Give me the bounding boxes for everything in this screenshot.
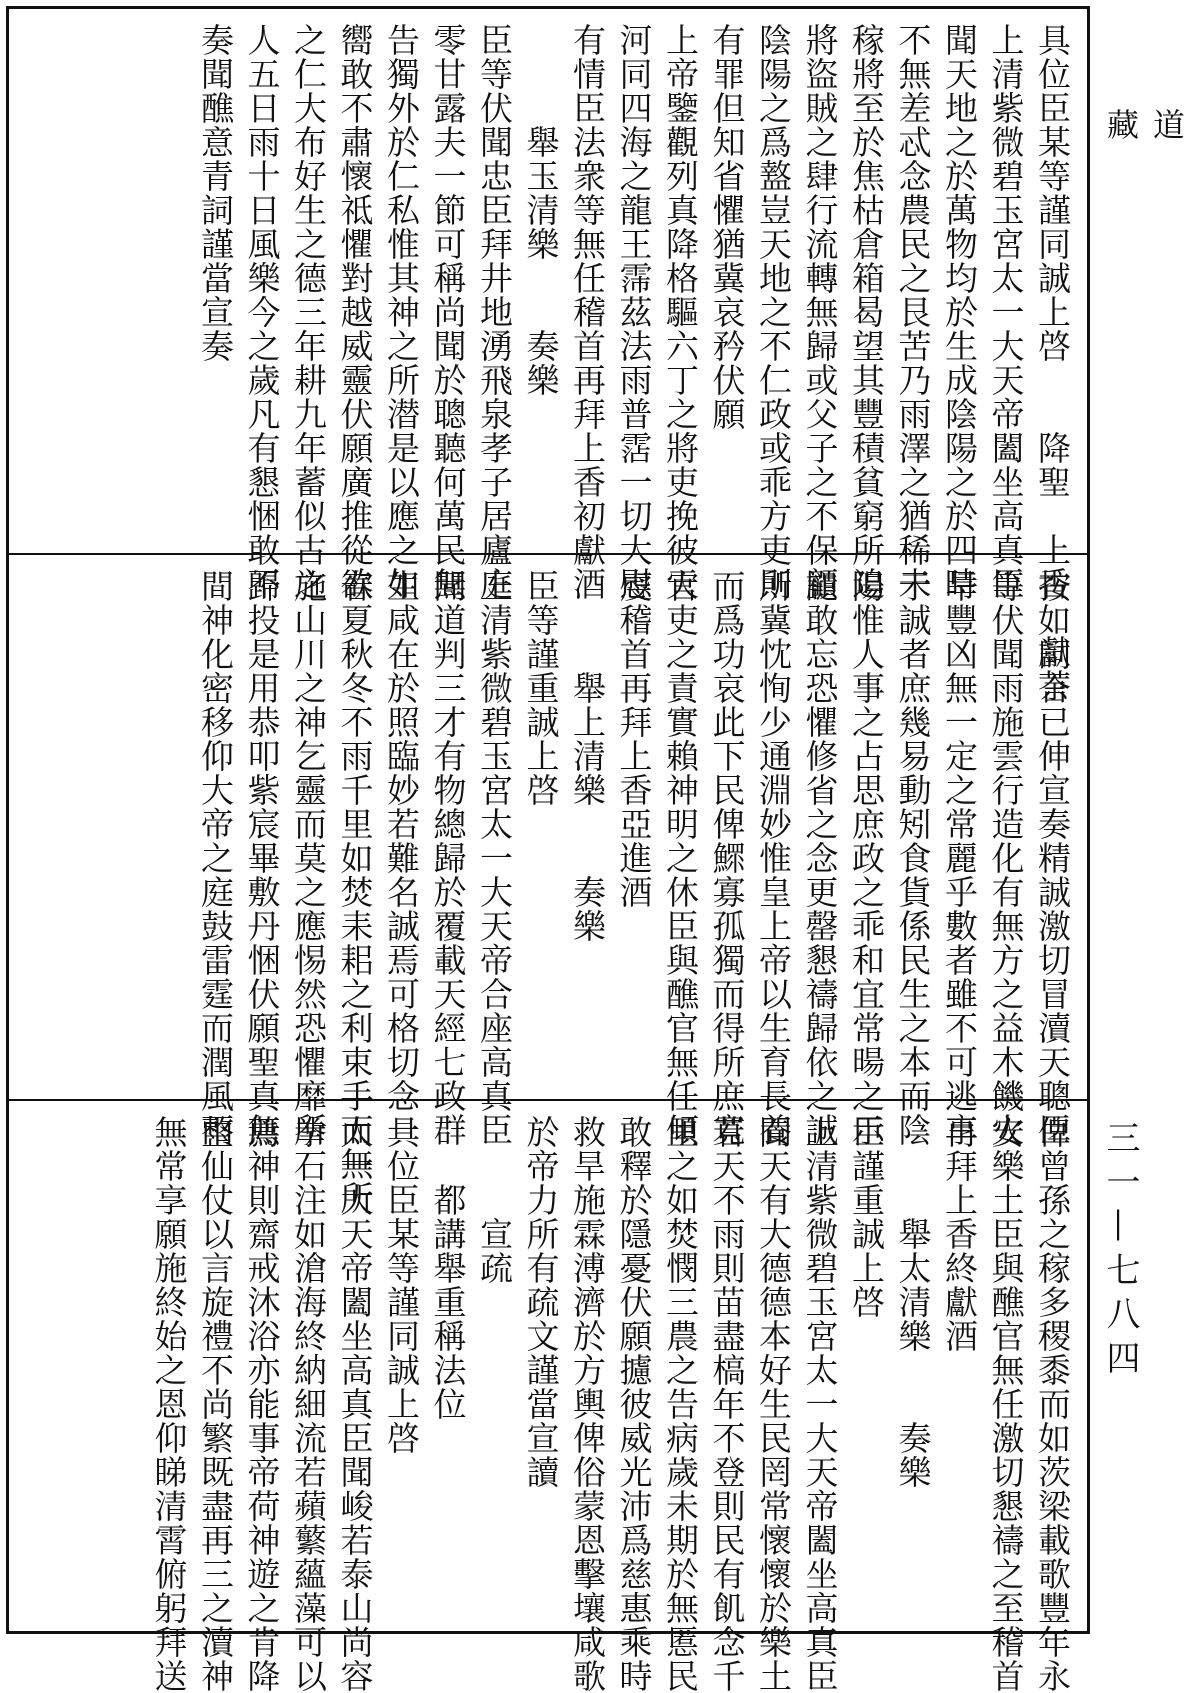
text-column: 里之如焚憫三農之告病歲未期於無慝民 — [661, 1115, 700, 1693]
text-column: 敢釋於隱憂伏願攄彼威光沛爲慈惠乘時 — [614, 1115, 654, 1693]
text-column: 太一大天帝闔坐高真臣聞峻若泰山尚容 — [335, 1115, 375, 1693]
collection-label — [1098, 108, 1190, 230]
text-column: 安樂土臣與醮官無任激切懇禱之至稽首 — [986, 1115, 1026, 1693]
text-column: 陰陽之爲盩豈天地之不仁政或乖方吏則 — [754, 23, 793, 601]
text-column: 零甘露夫一節可稱尚聞於聰聽何萬民無 — [428, 23, 468, 601]
text-column: 聞道判三才有物總歸於覆載天經七政群 — [428, 569, 468, 1147]
text-column: 而爲功哀此下民俾鰥寡孤獨而得所庶寬 — [707, 569, 747, 1147]
text-column: 人五日雨十日風樂今之歲凡有懇悃敢不 — [242, 23, 282, 601]
text-column: 按如詞言已伸宣奏精誠激切冒瀆天聰臣 — [1033, 569, 1072, 1147]
text-column: 春夏秋冬不雨千里如焚耒耜之利束手而無所 — [335, 569, 375, 1215]
text-column: 譴敢忘恐懼修省之念更罄懇禱歸依之誠 — [800, 569, 840, 1147]
collection-char-b: 藏 — [1102, 108, 1140, 140]
text-column: 具位臣某等謹同誠上啓 — [382, 1115, 421, 1455]
text-column: 歸投是用恭叩紫宸畢敷丹悃伏願聖真無 — [242, 569, 282, 1147]
text-column: 上清紫微碧玉宮太一大天帝闔坐高真臣 — [986, 23, 1026, 601]
text-column: 嚮敢不肅懷祗懼對越威靈伏願廣推從欲 — [335, 23, 375, 601]
text-column: 告獨外於仁私惟其神之所潜是以應之如 — [382, 23, 421, 601]
text-column: 臣等謹重誠上啓 — [521, 569, 561, 807]
text-column: 所冀忱恂少通淵妙惟皇上帝以生育長養 — [754, 569, 793, 1147]
register-bottom — [9, 1101, 1087, 1693]
collection-char-a: 道 — [1148, 108, 1186, 140]
text-column: 間神化密移仰大帝之庭鼓雷霆而潤風雨 — [196, 569, 235, 1147]
text-column: 河同四海之龍王霈茲法雨普霑一切大慰 — [614, 23, 654, 601]
text-column: 於帝力所有疏文謹當宣讀 — [521, 1115, 561, 1489]
text-column: 救旱施霖溥濟於方輿俾俗蒙恩擊壤咸歌 — [568, 1115, 607, 1693]
text-column: 稼將至於焦枯倉箱曷望其豐積貧窮所迫 — [847, 23, 886, 601]
text-column: 聞天地之於萬物均於生成陰陽之於四時 — [940, 23, 979, 601]
text-column: 舉太清樂 奏樂 — [893, 1115, 933, 1489]
text-column: 于誠者庶幾易動矧食貨係民生之本而陰 — [893, 569, 933, 1147]
text-column: 俾曾孫之稼多稷黍而如茨梁載歌豐年永 — [1033, 1115, 1072, 1693]
text-column: 奏聞醮意青詞謹當宣奏 — [196, 23, 235, 363]
text-column: 陽惟人事之占思庶政之乖和宜常暘之示 — [847, 569, 886, 1147]
text-column: 舉上清樂 奏樂 — [568, 569, 607, 943]
text-column: 聞天有大德德本好生民罔常懷懷於樂土 — [754, 1115, 793, 1693]
text-column: 舉玉清樂 奏樂 — [521, 23, 561, 397]
text-columns — [49, 1115, 1075, 1693]
text-column: 官吏之責實賴神明之休臣與醮官無任傾 — [661, 569, 700, 1147]
text-column: 之仁大布好生之德三年耕九年蓄似古之 — [289, 23, 328, 601]
text-column: 整仙仗以言旋禮不尚繁既盡再三之瀆神 — [196, 1115, 235, 1693]
text-column: 若天不雨則苗盡槁年不登則民有飢念千 — [707, 1115, 747, 1693]
text-column: 臣等伏聞忠臣拜井地湧飛泉孝子居廬庭 — [475, 23, 514, 601]
text-column: 施山川之神乞靈而莫之應惕然恐懼靡所 — [289, 569, 328, 1147]
text-column: 都講舉重稱法位 — [428, 1115, 468, 1421]
text-column: 生咸在於照臨妙若難名誠焉可格切念一 — [382, 569, 421, 1147]
text-column: 不無差忒念農民之艮苦乃雨澤之猶稀未 — [893, 23, 933, 601]
text-column: 有罪但知省懼猶冀哀矜伏願 — [707, 23, 747, 431]
page-frame — [6, 6, 1090, 1693]
text-column: 有情臣法衆等無任稽首再拜上香初獻酒 — [568, 23, 607, 601]
text-column: 臣謹重誠上啓 — [847, 1115, 886, 1319]
text-column: 具位臣某等謹同誠上啓 降聖 上香 獻茶 — [1033, 23, 1072, 703]
text-column: 上清紫微碧玉宮太一大天帝闔坐高真臣 — [800, 1115, 840, 1693]
text-column: 宣疏 — [475, 1115, 514, 1285]
page-number: 三一—七八四 — [1100, 1120, 1140, 1384]
text-column: 拳石注如滄海終納細流若蘋蘩蘊藻可以 — [289, 1115, 328, 1693]
text-column: 無常享願施終始之恩仰睇清霄俯躬拜送 — [149, 1115, 189, 1693]
text-column: 上清紫微碧玉宮太一大天帝合座高真臣 — [475, 569, 514, 1147]
text-column: 再拜上香終獻酒 — [940, 1115, 979, 1353]
text-column: 薦神則齋戒沐浴亦能事帝荷神遊之肯降 — [242, 1115, 282, 1693]
text-column: 旱豐凶無一定之常麗乎數者雖不可逃享 — [940, 569, 979, 1147]
text-column: 上帝鑒觀列真降格驅六丁之將吏挽彼天 — [661, 23, 700, 601]
text-column: 等伏聞雨施雲行造化有無方之益木饑火 — [986, 569, 1026, 1147]
text-column: 將盜賊之肆行流轉無歸或父子之不保顧 — [800, 23, 840, 601]
text-column: 虔稽首再拜上香亞進酒 — [614, 569, 654, 909]
